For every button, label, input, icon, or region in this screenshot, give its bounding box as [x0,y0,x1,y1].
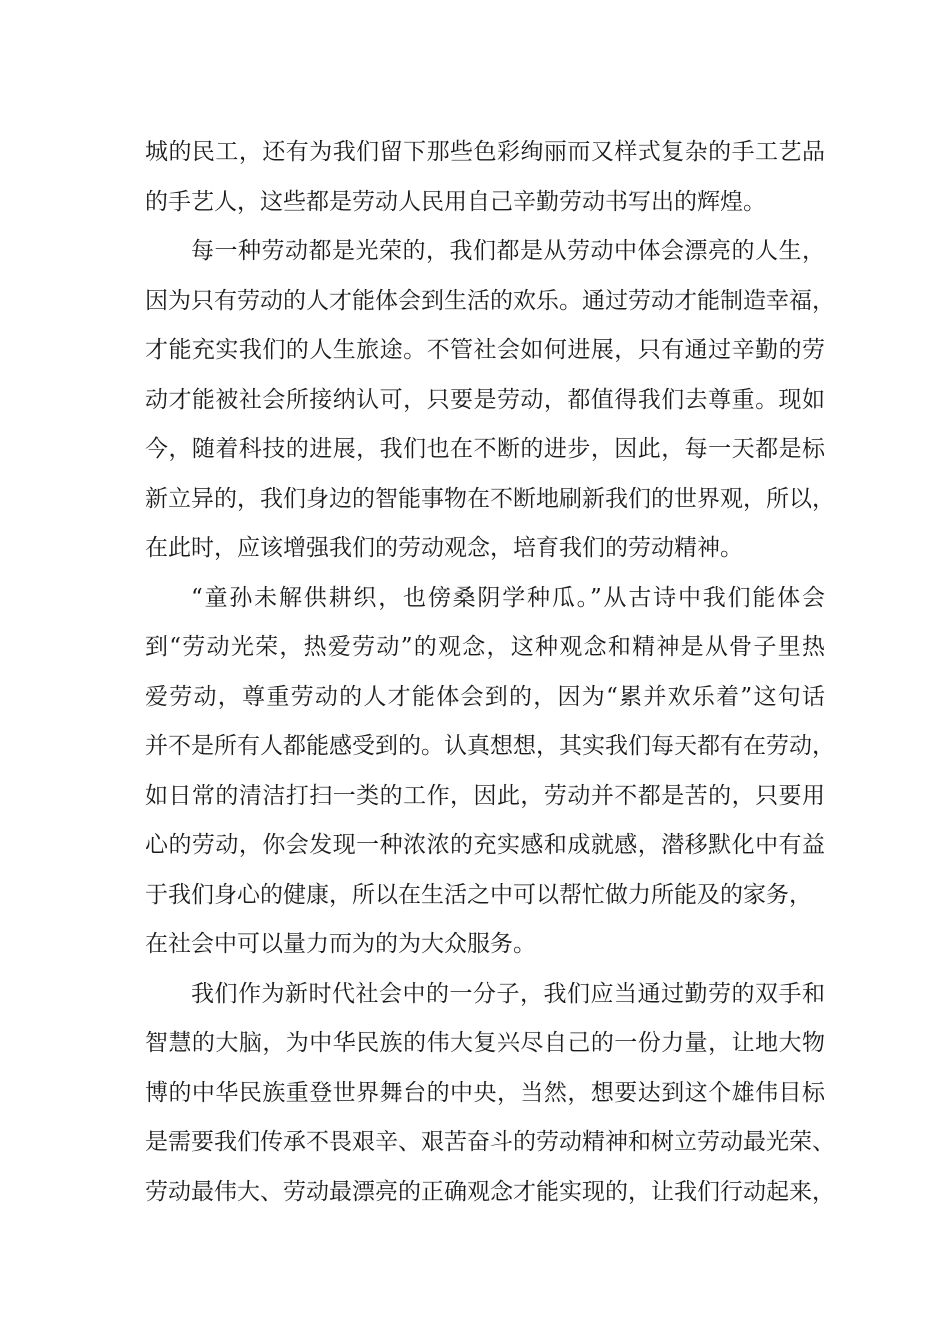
text-line: 智慧的大脑，为中华民族的伟大复兴尽自己的一份力量，让地大物 [145,1030,825,1056]
text-line: 新立异的，我们身边的智能事物在不断地刷新我们的世界观，所以， [145,485,835,512]
essay-body [145,128,835,1217]
text-line: 才能充实我们的人生旅途。不管社会如何进展，只有通过辛勤的劳 [145,337,825,363]
text-line: 爱劳动，尊重劳动的人才能体会到的，因为“累并欢乐着”这句话 [145,683,825,710]
text-line: 并不是所有人都能感受到的。认真想想，其实我们每天都有在劳动， [145,733,835,759]
paragraph-1 [145,128,825,227]
text-line: 是需要我们传承不畏艰辛、艰苦奋斗的劳动精神和树立劳动最光荣、 [145,1129,835,1155]
text-line: 今，随着科技的进展，我们也在不断的进步，因此，每一天都是标 [145,436,825,462]
text-line: 在社会中可以量力而为的为大众服务。 [145,931,536,957]
text-line: 博的中华民族重登世界舞台的中央，当然，想要达到这个雄伟目标 [145,1079,825,1106]
text-line: 因为只有劳动的人才能体会到生活的欢乐。通过劳动才能制造幸福， [145,287,835,314]
text-line: 劳动最伟大、劳动最漂亮的正确观念才能实现的，让我们行动起来， [145,1178,835,1205]
text-line: 城的民工，还有为我们留下那些色彩绚丽而又样式复杂的手工艺品 [145,139,825,165]
text-line: 到“劳动光荣，热爱劳动”的观念，这种观念和精神是从骨子里热 [145,634,825,660]
text-line: 的手艺人，这些都是劳动人民用自己辛勤劳动书写出的辉煌。 [145,188,766,215]
paragraph-3 [145,574,835,970]
text-line: 在此时，应该增强我们的劳动观念，培育我们的劳动精神。 [145,535,743,561]
text-line: 我们作为新时代社会中的一分子，我们应当通过勤劳的双手和 [191,980,825,1007]
text-line: 于我们身心的健康，所以在生活之中可以帮忙做力所能及的家务， [145,881,812,908]
text-line: 如日常的清洁打扫一类的工作，因此，劳动并不都是苦的，只要用 [145,782,825,809]
text-line: “童孙未解供耕织，也傍桑阴学种瓜。”从古诗中我们能体会 [191,584,825,611]
paragraph-2 [145,227,835,574]
paragraph-4 [145,970,835,1218]
text-line: 动才能被社会所接纳认可，只要是劳动，都值得我们去尊重。现如 [145,386,825,413]
text-line: 心的劳动，你会发现一种浓浓的充实感和成就感，潜移默化中有益 [145,832,825,858]
text-line: 每一种劳动都是光荣的，我们都是从劳动中体会漂亮的人生， [191,238,825,264]
